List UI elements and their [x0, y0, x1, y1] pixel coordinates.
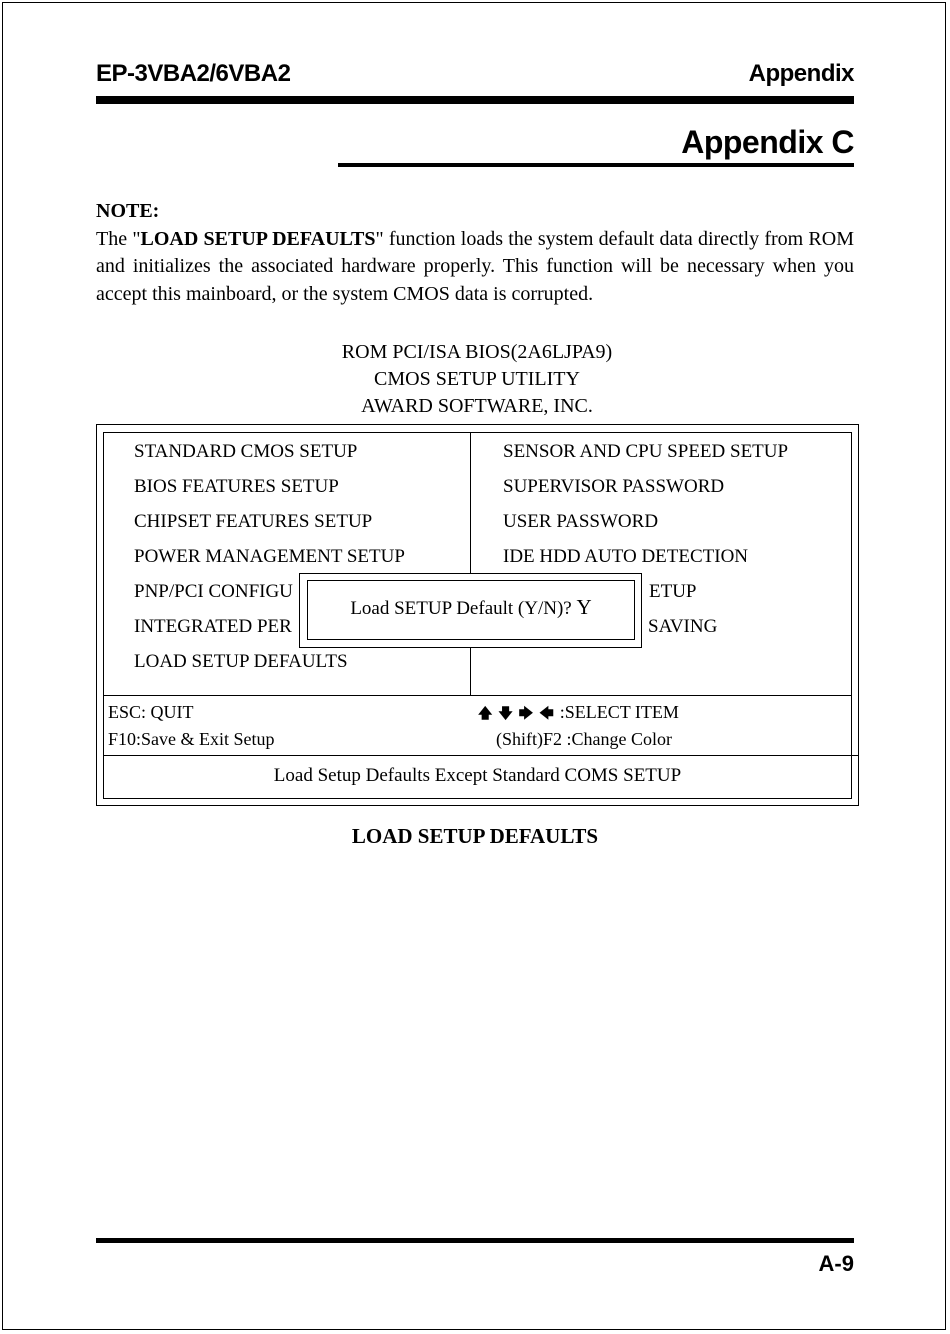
note-paragraph [96, 198, 854, 308]
bios-title-line-2: CMOS SETUP UTILITY [374, 368, 580, 390]
note-label: NOTE: [96, 200, 160, 222]
menu-column-divider [470, 432, 471, 696]
dialog-prompt: Load SETUP Default (Y/N)? [350, 598, 577, 619]
page-number: A-9 [818, 1251, 854, 1276]
menu-hint-divider [103, 695, 852, 696]
bios-status-line: Load Setup Defaults Except Standard COMS SETUP [273, 765, 682, 786]
menu-item-integrated-peripherals[interactable]: INTEGRATED PER [134, 616, 292, 637]
confirm-dialog-text[interactable] [307, 595, 635, 620]
menu-item-bios-features-setup[interactable]: BIOS FEATURES SETUP [134, 476, 339, 497]
menu-item-standard-cmos-setup[interactable]: STANDARD CMOS SETUP [134, 441, 358, 462]
hint-select-item [478, 702, 679, 727]
menu-item-supervisor-password[interactable]: SUPERVISOR PASSWORD [503, 476, 725, 497]
menu-item-pnp-pci-configuration[interactable]: PNP/PCI CONFIGU [134, 581, 293, 602]
menu-item-exit-without-saving[interactable]: SAVING [648, 616, 718, 637]
note-text-after: " function loads the system default data directly from ROM and initializes the associated hardware properly. This function will be necessary when you accept this mainboard, or the system CMOS data is corrupted. [96, 227, 854, 305]
menu-item-user-password[interactable]: USER PASSWORD [503, 511, 659, 532]
menu-item-ide-hdd-auto-detection[interactable]: IDE HDD AUTO DETECTION [503, 546, 749, 567]
hint-status-divider [103, 755, 859, 756]
menu-item-chipset-features-setup[interactable]: CHIPSET FEATURES SETUP [134, 511, 373, 532]
dialog-answer[interactable]: Y [576, 595, 592, 619]
appendix-title-rule [338, 163, 854, 167]
figure-caption: LOAD SETUP DEFAULTS [351, 824, 599, 848]
footer-rule [96, 1238, 854, 1243]
hint-f10-save-exit: F10:Save & Exit Setup [108, 729, 275, 749]
header-model: EP-3VBA2/6VBA2 [96, 60, 291, 87]
note-text-before: The " [96, 227, 141, 250]
note-bold-term: LOAD SETUP DEFAULTS [140, 227, 376, 250]
menu-item-load-setup-defaults[interactable]: LOAD SETUP DEFAULTS [134, 651, 348, 672]
arrow-keys-icon: 🡅🡇🡆🡄 [478, 706, 560, 722]
bios-title-line-1: ROM PCI/ISA BIOS(2A6LJPA9) [341, 341, 613, 363]
hint-select-item-label: :SELECT ITEM [559, 702, 679, 722]
hint-esc-quit: ESC: QUIT [108, 702, 194, 722]
menu-item-power-management-setup[interactable]: POWER MANAGEMENT SETUP [134, 546, 405, 567]
menu-item-sensor-cpu-speed-setup[interactable]: SENSOR AND CPU SPEED SETUP [503, 441, 789, 462]
bios-title-line-3: AWARD SOFTWARE, INC. [361, 395, 593, 417]
appendix-title: Appendix C [681, 124, 854, 160]
header-rule [96, 96, 854, 104]
header-section: Appendix [748, 60, 854, 87]
hint-change-color: (Shift)F2 :Change Color [496, 729, 672, 749]
menu-item-save-exit-setup[interactable]: ETUP [649, 581, 697, 602]
